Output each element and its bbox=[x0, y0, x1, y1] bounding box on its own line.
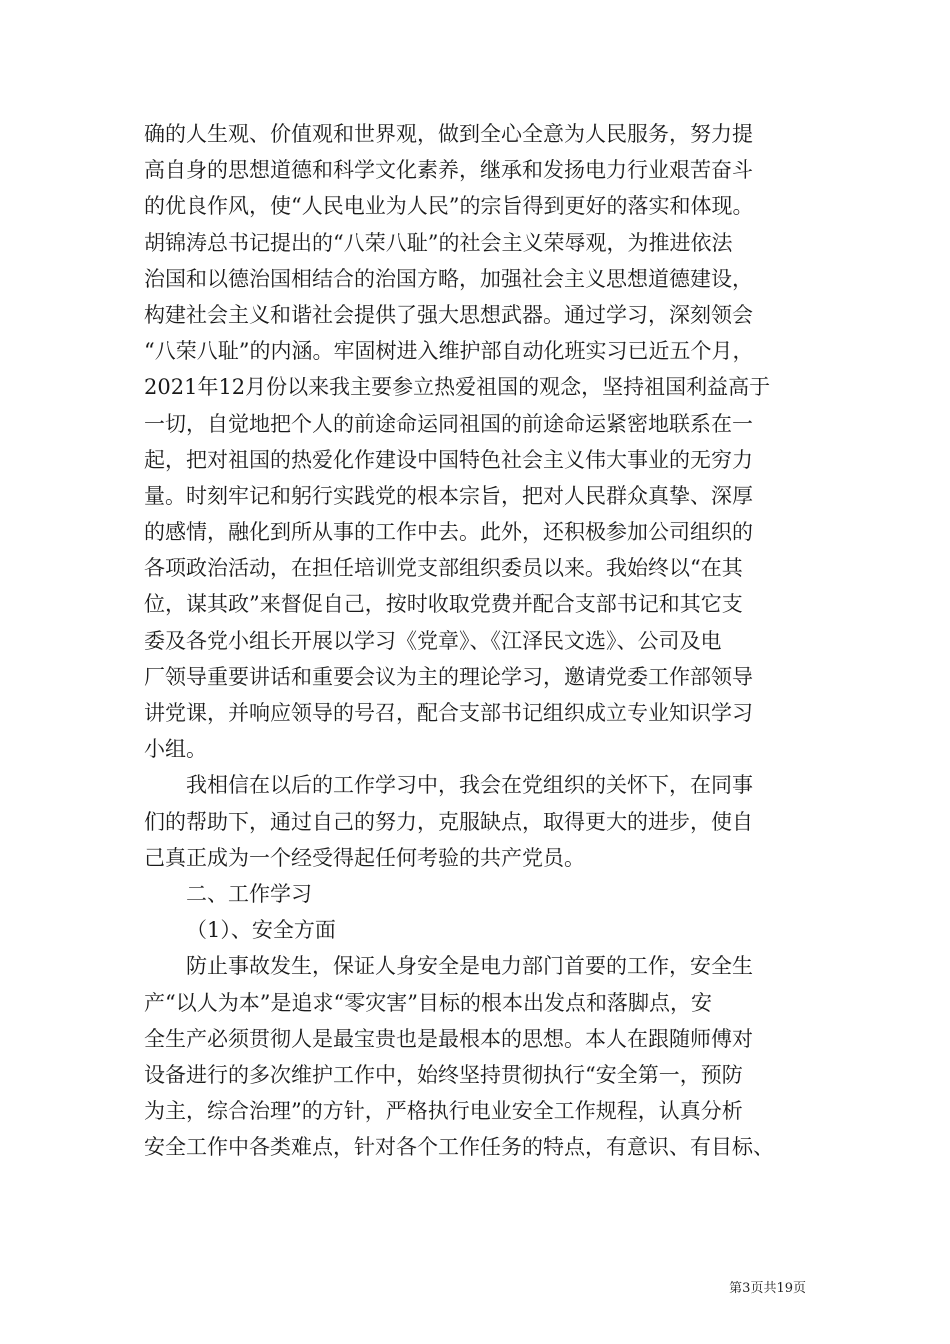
text-line: 构建社会主义和谐社会提供了强大思想武器。通过学习，深刻领会 bbox=[144, 302, 753, 327]
text-line: 小组。 bbox=[144, 737, 207, 762]
text-line: 一切，自觉地把个人的前途命运同祖国的前途命运紧密地联系在一 bbox=[144, 411, 753, 436]
text-line: 产“以人为本”是追求“零灾害”目标的根本出发点和落脚点，安 bbox=[144, 990, 712, 1015]
text-line: 各项政治活动，在担任培训党支部组织委员以来。我始终以“在其 bbox=[144, 556, 743, 581]
subsection-heading: （1）、安全方面 bbox=[186, 918, 336, 943]
text-line: “八荣八耻”的内涵。牢固树进入维护部自动化班实习已近五个月， bbox=[144, 339, 754, 364]
text-line: 2021年12月份以来我主要参立热爱祖国的观念，坚持祖国利益高于 bbox=[144, 375, 771, 400]
text-line: 起，把对祖国的热爱化作建设中国特色社会主义伟大事业的无穷力 bbox=[144, 447, 753, 472]
text-line: 设备进行的多次维护工作中，始终坚持贯彻执行“安全第一，预防 bbox=[144, 1062, 743, 1087]
text-line: 治国和以德治国相结合的治国方略，加强社会主义思想道德建设， bbox=[144, 266, 753, 291]
text-line: 的感情，融化到所从事的工作中去。此外，还积极参加公司组织的 bbox=[144, 520, 753, 545]
text-line: 讲党课，并响应领导的号召，配合支部书记组织成立专业知识学习 bbox=[144, 701, 753, 725]
body-text bbox=[144, 116, 834, 1165]
text-line: 胡锦涛总书记提出的“八荣八耻”的社会主义荣辱观，为推进依法 bbox=[144, 230, 733, 255]
paragraph-start-line: 防止事故发生，保证人身安全是电力部门首要的工作，安全生 bbox=[186, 954, 753, 979]
text-line: 的优良作风，使“人民电业为人民”的宗旨得到更好的落实和体现。 bbox=[144, 194, 754, 219]
text-line: 确的人生观、价值观和世界观，做到全心全意为人民服务，努力提 bbox=[144, 122, 753, 146]
paragraph-start-line: 我相信在以后的工作学习中，我会在党组织的关怀下，在同事 bbox=[186, 773, 753, 798]
text-line: 为主，综合治理”的方针，严格执行电业安全工作规程，认真分析 bbox=[144, 1099, 743, 1124]
text-line: 己真正成为一个经受得起任何考验的共产党员。 bbox=[144, 845, 585, 870]
page-number-footer: 第3页共19页 bbox=[729, 1281, 806, 1296]
text-line: 全生产必须贯彻人是最宝贵也是最根本的思想。本人在跟随师傅对 bbox=[144, 1026, 753, 1051]
text-line: 委及各党小组长开展以学习《党章》、《江泽民文选》、公司及电 bbox=[144, 628, 722, 653]
text-line: 位，谋其政”来督促自己，按时收取党费并配合支部书记和其它支 bbox=[144, 592, 743, 617]
text-line: 们的帮助下，通过自己的努力，克服缺点，取得更大的进步，使自 bbox=[144, 809, 753, 834]
text-line: 安全工作中各类难点，针对各个工作任务的特点，有意识、有目标、 bbox=[144, 1135, 774, 1160]
section-heading: 二、工作学习 bbox=[186, 881, 312, 906]
text-line: 厂领导重要讲话和重要会议为主的理论学习，邀请党委工作部领导 bbox=[144, 664, 753, 689]
text-line: 高自身的思想道德和科学文化素养，继承和发扬电力行业艰苦奋斗 bbox=[144, 158, 753, 183]
text-line: 量。时刻牢记和躬行实践党的根本宗旨，把对人民群众真挚、深厚 bbox=[144, 483, 753, 508]
